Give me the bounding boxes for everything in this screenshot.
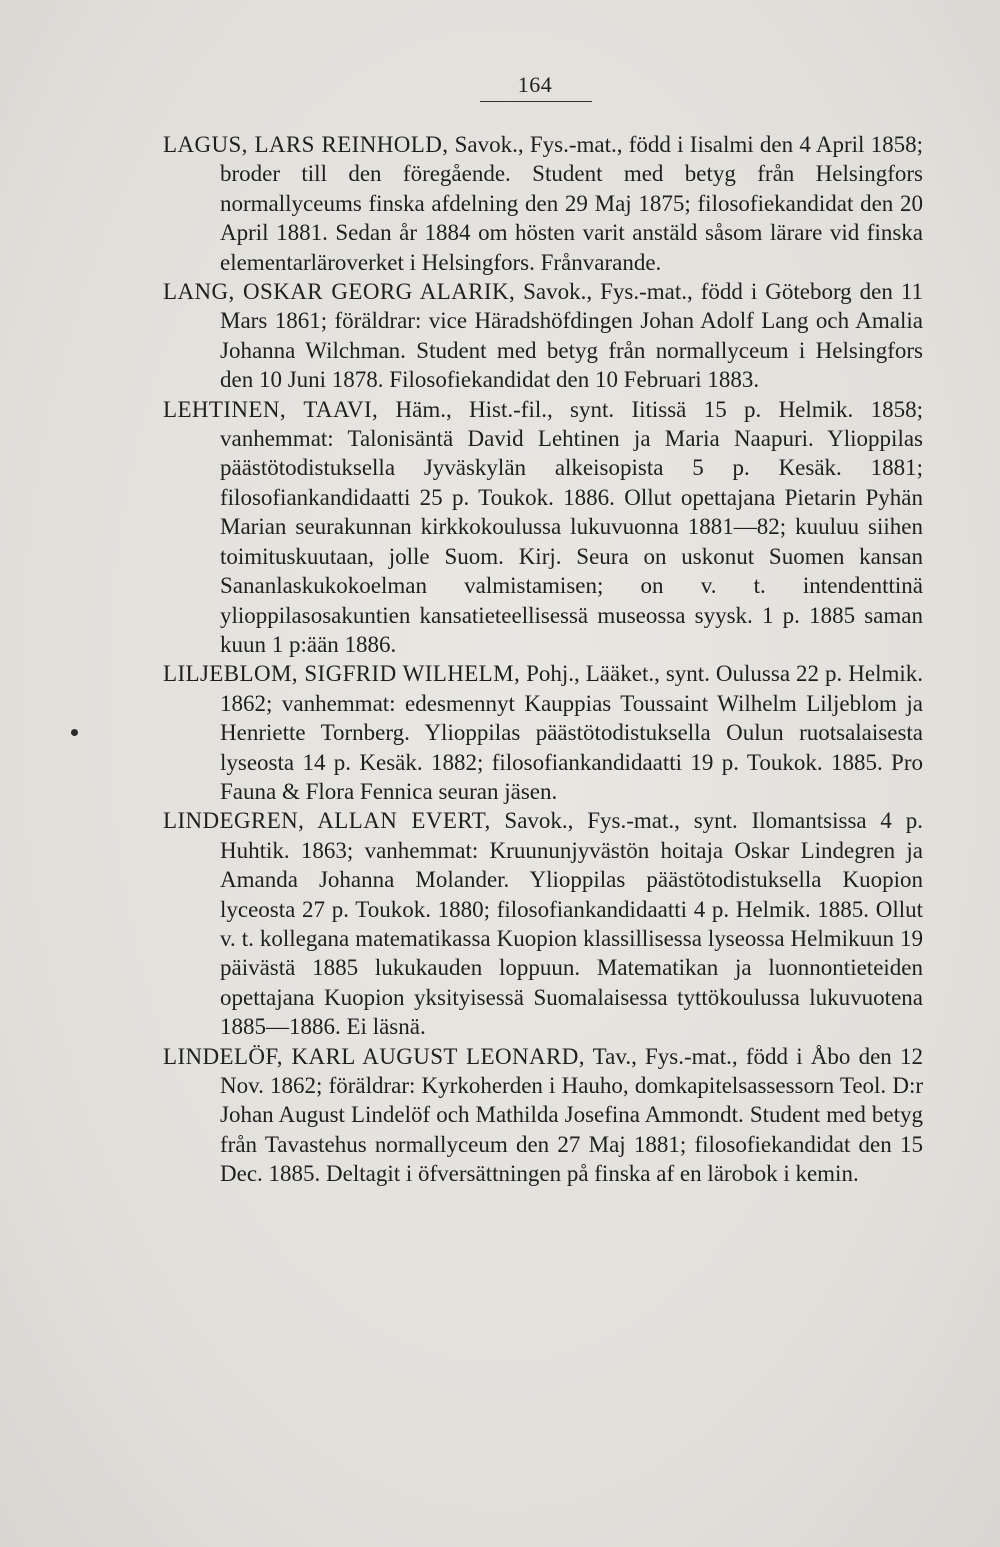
entry-list bbox=[163, 130, 923, 1189]
entry-name: LINDEGREN, ALLAN EVERT, bbox=[163, 808, 491, 834]
entry-text: Pohj., Lääket., synt. Oulussa 22 p. Helmik. 1862; vanhemmat: edesmennyt Kauppias Toussaint Wilhelm Liljeblom ja Henriette Tornberg. Ylioppilas päästötodistuksella Oulun ruotsalaisesta lyseosta 14 p. Kesäk. 1882; filosofiankandidaatti 19 p. Toukok. 1885. Pro Fauna & Flora Fennica seuran jäsen. bbox=[220, 661, 924, 804]
entry-text: Häm., Hist.-fil., synt. Iitissä 15 p. Helmik. 1858; vanhemmat: Talonisäntä David Lehtinen ja Maria Naapuri. Ylioppilas päästötodistuksella Jyväskylän alkeisopista 5 p. Kesäk. 1881; filosofiankandidaatti 25 p. Toukok. 1886. Ollut opettajana Pietarin Pyhän Marian seurakunnan kirkkokoulussa lukuvuonna 1881—82; kuuluu siihen toimituskuutaan, jolle Suom. Kirj. Seura on uskonut Suomen kansan Sananlaskukokoelman valmistamisen; on v. t. intendenttinä ylioppilasosakuntien kansatieteellisessä museossa syysk. 1 p. 1885 saman kuun 1 p:ään 1886. bbox=[220, 396, 924, 657]
entry-lehtinen bbox=[163, 395, 923, 660]
entry-text: Tav., Fys.-mat., född i Åbo den 12 Nov. 1862; föräldrar: Kyrkoherden i Hauho, domkapitelsassessorn Teol. D:r Johan August Lindelöf och Mathilda Josefina Ammondt. Student med betyg från Tavastehus normallyceum den 27 Maj 1881; filosofiekandidat den 15 Dec. 1885. Deltagit i öfversättningen på finska af en lärobok i kemin. bbox=[220, 1043, 923, 1187]
entry-text: Savok., Fys.-mat., född i Iisalmi den 4 April 1858; broder till den föregående. Student med betyg från Helsingfors normallyceums finska afdelning den 29 Maj 1875; filosofiekandidat den 20 April 1881. Sedan år 1884 om hösten varit anstäld såsom lärare vid finska elementarläroverket i Helsingfors. Frånvarande. bbox=[220, 132, 924, 275]
page-number-rule bbox=[480, 101, 592, 102]
entry-lagus bbox=[163, 130, 923, 277]
entry-name: LANG, OSKAR GEORG ALARIK, bbox=[163, 279, 516, 305]
entry-name: LEHTINEN, TAAVI, bbox=[163, 396, 379, 422]
entry-text: Savok., Fys.-mat., synt. Ilomantsissa 4 p. Huhtik. 1863; vanhemmat: Kruununjyvästön hoitaja Oskar Lindegren ja Amanda Johanna Molander. Ylioppilas päästötodistuksella Kuopion lyceosta 27 p. Toukok. 1880; filosofiankandidaatti 4 p. Helmik. 1885. Ollut v. t. kollegana matematikassa Kuopion klassillisessa lyseossa Helmikuun 19 päivästä 1885 lukukauden loppuun. Matematikan ja luonnontieteiden opettajana Kuopion yksityisessä Suomalaisessa tyttökoulussa lukuvuotena 1885—1886. Ei läsnä. bbox=[220, 808, 923, 1040]
entry-text: Savok., Fys.-mat., född i Göteborg den 11 Mars 1861; föräldrar: vice Häradshöfdingen Johan Adolf Lang och Amalia Johanna Wilchman. Student med betyg från normallyceum i Helsingfors den 10 Juni 1878. Filosofiekandidat den 10 Februari 1883. bbox=[220, 279, 924, 393]
entry-name: LINDELÖF, KARL AUGUST LEONARD, bbox=[163, 1043, 585, 1069]
entry-name: LAGUS, LARS REINHOLD, bbox=[163, 132, 449, 157]
entry-lang bbox=[163, 277, 923, 395]
margin-dot-mark bbox=[71, 729, 78, 736]
entry-liljeblom bbox=[163, 659, 923, 806]
page-number: 164 bbox=[517, 72, 553, 97]
entry-lindegren bbox=[163, 806, 923, 1041]
entry-name: LILJEBLOM, SIGFRID WILHELM, bbox=[163, 661, 521, 687]
entry-lindelof bbox=[163, 1042, 923, 1189]
